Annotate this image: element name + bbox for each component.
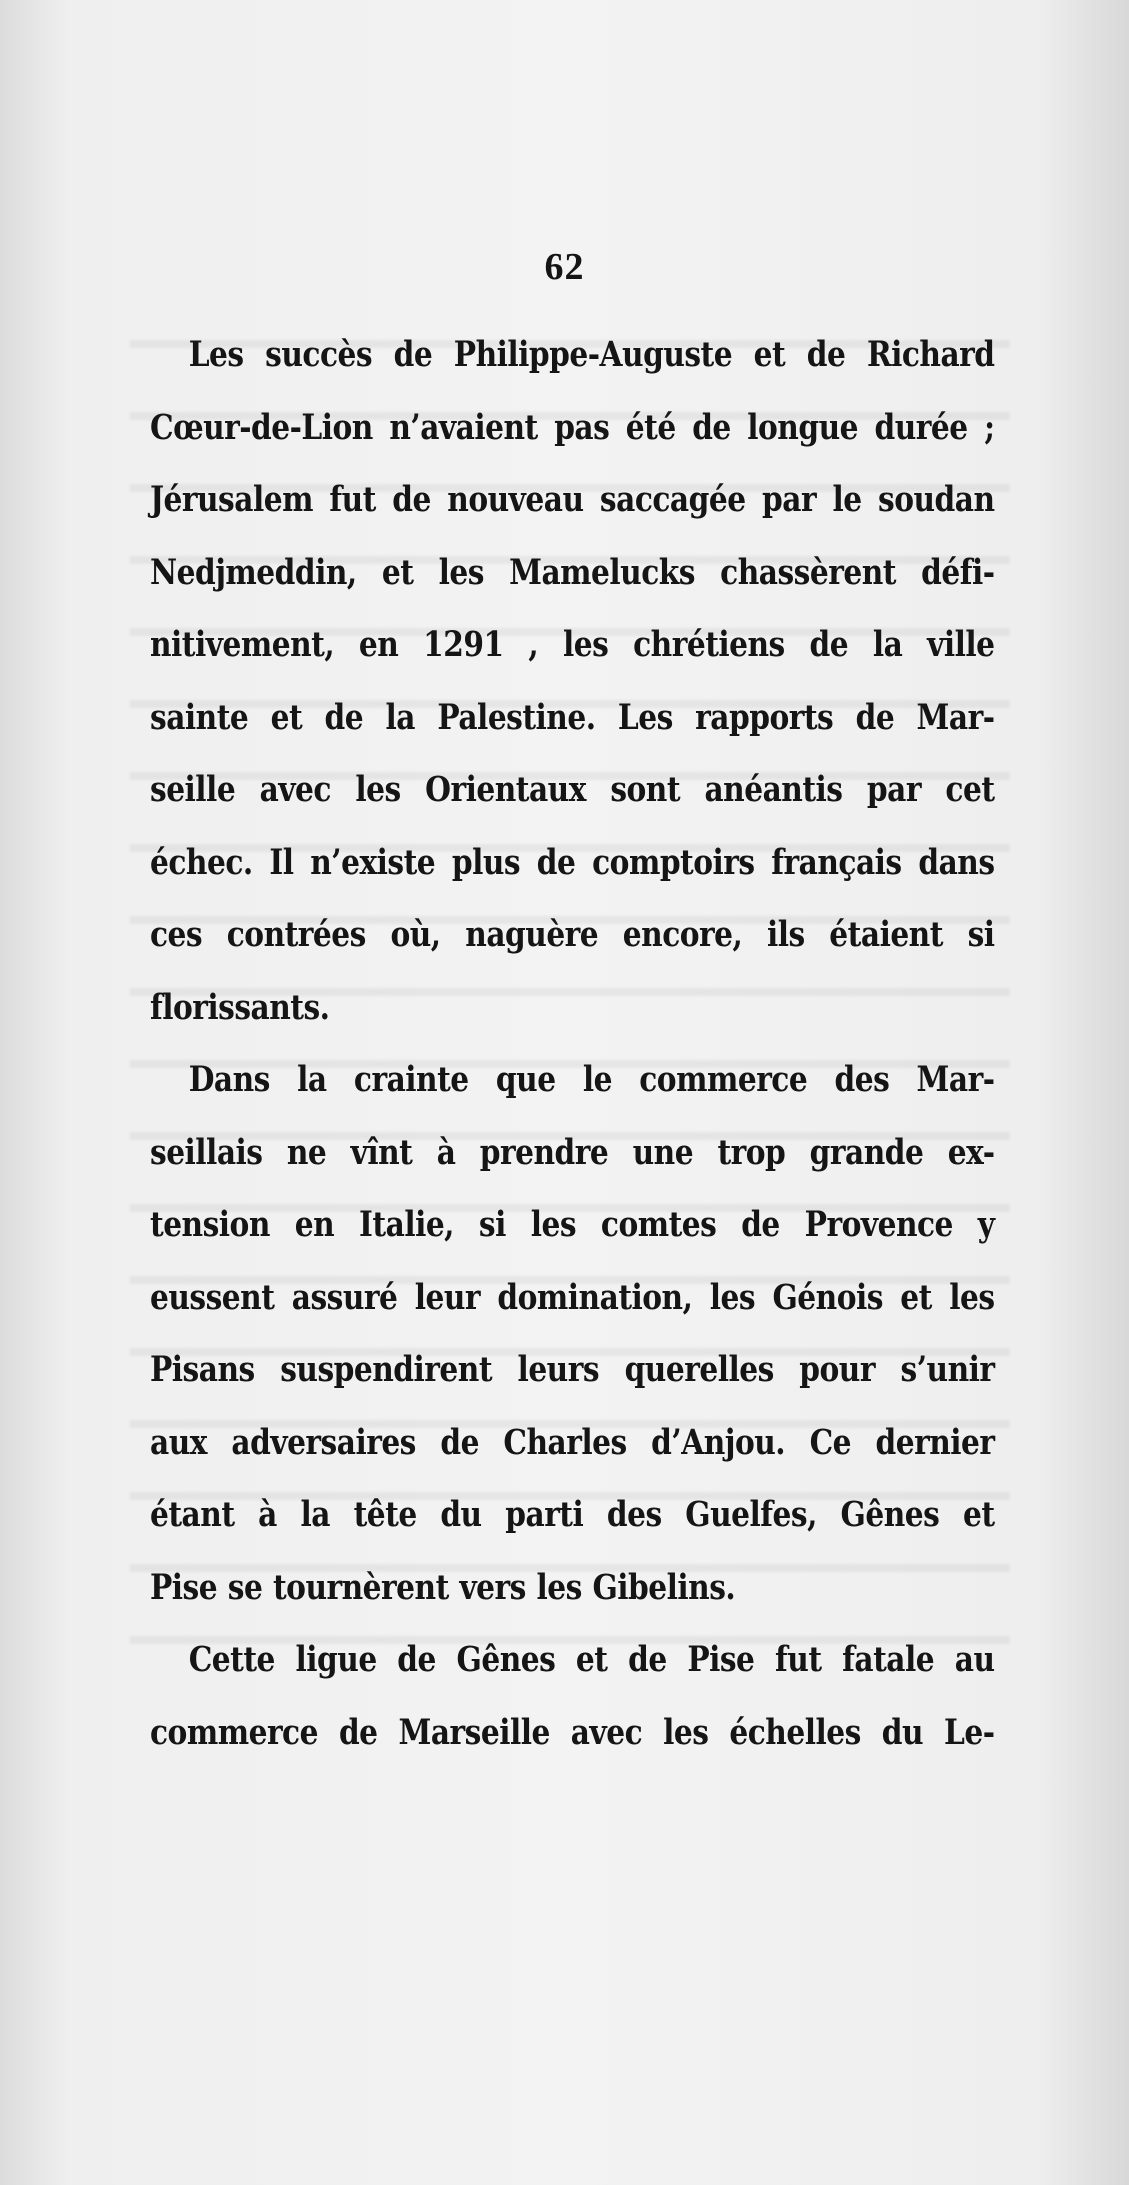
- text-line: Pisans suspendirent leurs querelles pour s’unir: [150, 1350, 995, 1390]
- text-line: Nedjmeddin, et les Mamelucks chassèrent défi-: [150, 552, 995, 593]
- text-line: Cette ligue de Gênes et de Pise fut fatale au: [188, 1640, 995, 1680]
- text-line: échec. Il n’existe plus de comptoirs français dans: [150, 842, 995, 883]
- text-line: Cœur-de-Lion n’avaient pas été de longue durée ;: [150, 407, 995, 448]
- text-line: tension en Italie, si les comtes de Provence y: [150, 1205, 995, 1245]
- text-line: aux adversaires de Charles d’Anjou. Ce dernier: [150, 1422, 995, 1463]
- text-line: étant à la tête du parti des Guelfes, Gênes et: [150, 1495, 995, 1535]
- text-line: ces contrées où, naguère encore, ils étaient si: [150, 915, 995, 955]
- text-line: eussent assuré leur domination, les Génois et les: [150, 1277, 995, 1318]
- text-line: Les succès de Philippe-Auguste et de Richard: [188, 335, 995, 375]
- text-line: nitivement, en 1291 , les chrétiens de la ville: [150, 625, 995, 665]
- text-line: Pise se tournèrent vers les Gibelins.: [150, 1567, 736, 1608]
- text-line: seille avec les Orientaux sont anéantis par cet: [150, 770, 995, 810]
- text-line: seillais ne vînt à prendre une trop grande ex-: [150, 1132, 995, 1173]
- text-line: Dans la crainte que le commerce des Mar-: [188, 1060, 995, 1100]
- text-line: commerce de Marseille avec les échelles du Le-: [150, 1712, 995, 1753]
- body-text: [150, 330, 995, 1780]
- text-line: sainte et de la Palestine. Les rapports de Mar-: [150, 697, 995, 738]
- page-number: 62: [544, 246, 585, 288]
- text-line: florissants.: [150, 987, 330, 1028]
- text-line: Jérusalem fut de nouveau saccagée par le soudan: [150, 480, 995, 520]
